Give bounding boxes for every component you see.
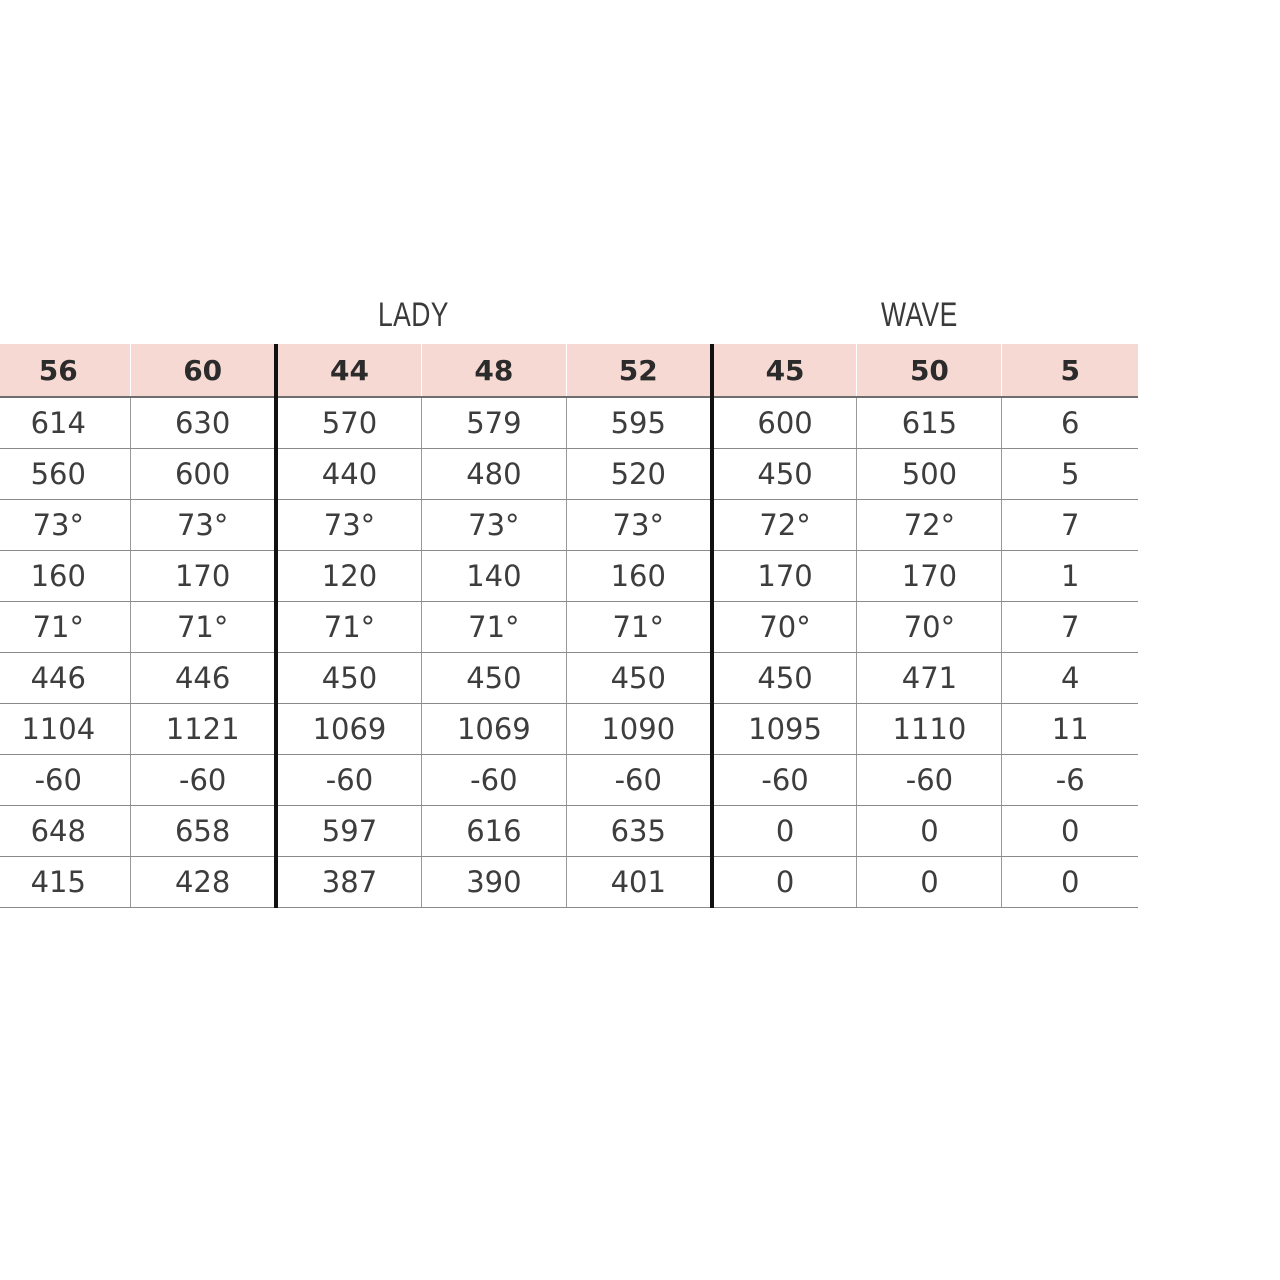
table-cell: 0 (1002, 856, 1138, 907)
table-cell: 1121 (131, 703, 276, 754)
table-cell: 597 (276, 805, 421, 856)
table-cell: 387 (276, 856, 421, 907)
header-cell: 44 (276, 344, 421, 397)
header-cell: 48 (421, 344, 566, 397)
header-cell: 60 (131, 344, 276, 397)
table-cell: 446 (0, 652, 131, 703)
table-cell: 72° (857, 499, 1002, 550)
table-cell: 170 (131, 550, 276, 601)
table-cell: 440 (276, 448, 421, 499)
table-cell: -6 (1002, 754, 1138, 805)
table-cell: 520 (566, 448, 711, 499)
table-cell: 480 (421, 448, 566, 499)
table-cell: 7 (1002, 601, 1138, 652)
table-cell: 570 (276, 397, 421, 448)
table-cell: 450 (421, 652, 566, 703)
table-cell: 0 (712, 856, 857, 907)
table-cell: 11 (1002, 703, 1138, 754)
table-cell: 70° (857, 601, 1002, 652)
header-row (0, 344, 1138, 397)
table-cell: 415 (0, 856, 131, 907)
table-cell: 648 (0, 805, 131, 856)
table-cell: 401 (566, 856, 711, 907)
table-cell: -60 (276, 754, 421, 805)
table-cell: 72° (712, 499, 857, 550)
table-row (0, 703, 1138, 754)
table-cell: -60 (566, 754, 711, 805)
table-cell: 595 (566, 397, 711, 448)
table-cell: 170 (857, 550, 1002, 601)
table-cell: 1090 (566, 703, 711, 754)
table-cell: 1104 (0, 703, 131, 754)
header-cell: 50 (857, 344, 1002, 397)
group-label-wave: WAVE (881, 296, 958, 334)
table-row (0, 652, 1138, 703)
table-cell: 579 (421, 397, 566, 448)
table-cell: 71° (276, 601, 421, 652)
header-cell: 5 (1002, 344, 1138, 397)
table-cell: 71° (566, 601, 711, 652)
table-row (0, 448, 1138, 499)
table-cell: 0 (1002, 805, 1138, 856)
table-cell: 73° (421, 499, 566, 550)
table-cell: 450 (566, 652, 711, 703)
table-cell: 500 (857, 448, 1002, 499)
table-cell: 120 (276, 550, 421, 601)
table-cell: -60 (421, 754, 566, 805)
table-cell: 446 (131, 652, 276, 703)
table-cell: 71° (0, 601, 131, 652)
table-cell: 635 (566, 805, 711, 856)
table-cell: 630 (131, 397, 276, 448)
table-cell: -60 (0, 754, 131, 805)
table-cell: 73° (566, 499, 711, 550)
header-cell: 56 (0, 344, 131, 397)
table-cell: 140 (421, 550, 566, 601)
table-cell: 1069 (421, 703, 566, 754)
table-cell: 170 (712, 550, 857, 601)
table-cell: 450 (276, 652, 421, 703)
table-cell: 73° (276, 499, 421, 550)
table-cell: 600 (712, 397, 857, 448)
table-cell: 73° (0, 499, 131, 550)
table-cell: 71° (421, 601, 566, 652)
table-cell: 614 (0, 397, 131, 448)
geometry-table (0, 344, 1138, 908)
table-cell: -60 (712, 754, 857, 805)
table-row (0, 856, 1138, 907)
table-body (0, 397, 1138, 907)
table-cell: 1069 (276, 703, 421, 754)
table-cell: 1 (1002, 550, 1138, 601)
table-cell: 450 (712, 652, 857, 703)
table-row (0, 550, 1138, 601)
table-cell: 6 (1002, 397, 1138, 448)
table-cell: 560 (0, 448, 131, 499)
table-cell: 71° (131, 601, 276, 652)
table-cell: 450 (712, 448, 857, 499)
table-row (0, 397, 1138, 448)
table-cell: 600 (131, 448, 276, 499)
table-cell: 615 (857, 397, 1002, 448)
table-row (0, 805, 1138, 856)
table-row (0, 754, 1138, 805)
table-cell: 73° (131, 499, 276, 550)
table-cell: 428 (131, 856, 276, 907)
table-row (0, 499, 1138, 550)
table-cell: 1110 (857, 703, 1002, 754)
table-cell: 5 (1002, 448, 1138, 499)
table-cell: 658 (131, 805, 276, 856)
table-cell: 0 (857, 856, 1002, 907)
table-cell: 616 (421, 805, 566, 856)
header-cell: 45 (712, 344, 857, 397)
table-cell: 70° (712, 601, 857, 652)
header-cell: 52 (566, 344, 711, 397)
table-cell: 7 (1002, 499, 1138, 550)
table-cell: 471 (857, 652, 1002, 703)
table-cell: 160 (0, 550, 131, 601)
table-cell: 390 (421, 856, 566, 907)
table-cell: -60 (131, 754, 276, 805)
table-cell: 0 (857, 805, 1002, 856)
table-cell: 1095 (712, 703, 857, 754)
table-cell: 0 (712, 805, 857, 856)
table-cell: 4 (1002, 652, 1138, 703)
table-row (0, 601, 1138, 652)
size-header (0, 344, 1138, 397)
group-label-lady: LADY (378, 296, 449, 334)
table-cell: -60 (857, 754, 1002, 805)
table-cell: 160 (566, 550, 711, 601)
